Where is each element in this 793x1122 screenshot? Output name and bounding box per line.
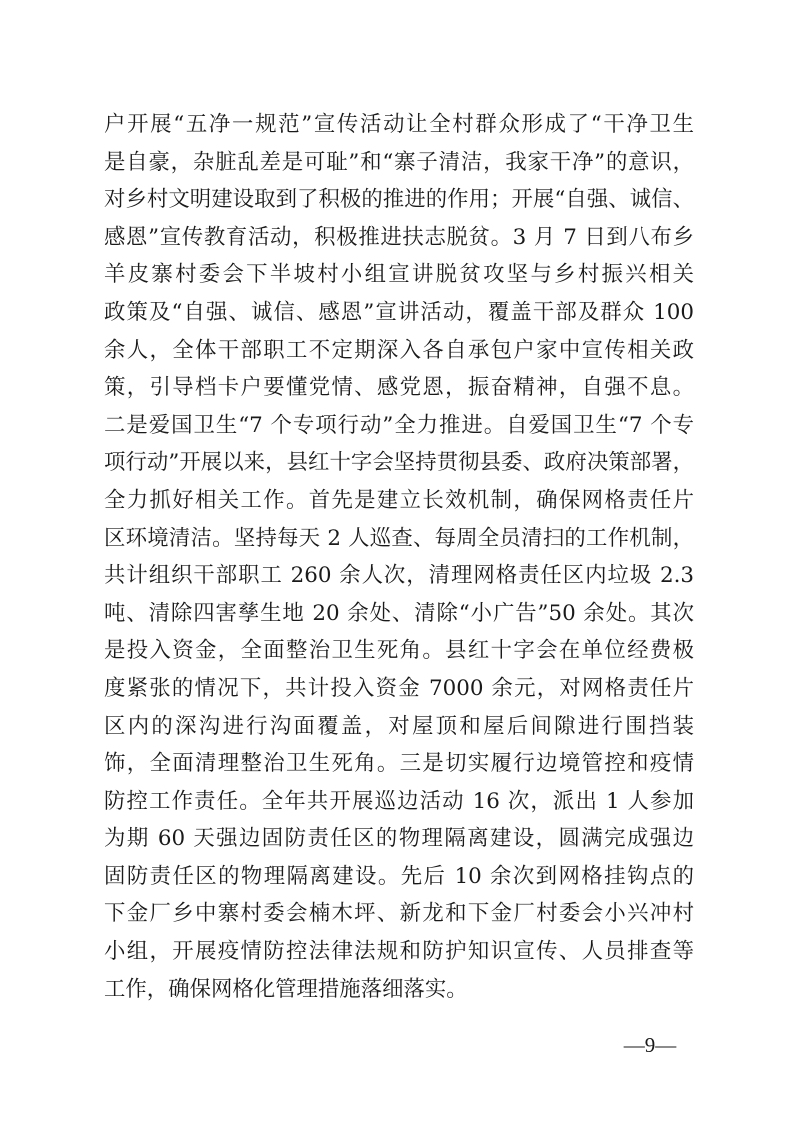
- text-line: 防控工作责任。全年共开展巡边活动 16 次，派出 1 人参加: [104, 788, 694, 814]
- text-line: 吨、清除四害孳生地 20 余处、清除“小广告”50 余处。其次: [104, 600, 694, 626]
- text-line: 对乡村文明建设取到了积极的推进的作用；开展“自强、诚信、: [104, 187, 694, 213]
- text-line: 是投入资金，全面整治卫生死角。县红十字会在单位经费极: [104, 638, 694, 664]
- text-line: 项行动”开展以来，县红十字会坚持贯彻县委、政府决策部署，: [104, 450, 694, 476]
- text-line: 政策及“自强、诚信、感恩”宣讲活动，覆盖干部及群众 100: [104, 299, 694, 325]
- text-line: 区环境清洁。坚持每天 2 人巡查、每周全员清扫的工作机制，: [104, 525, 694, 551]
- text-line: 二是爱国卫生“7 个专项行动”全力推进。自爱国卫生“7 个专: [104, 412, 694, 438]
- text-line: 下金厂乡中寨村委会楠木坪、新龙和下金厂村委会小兴冲村: [104, 901, 694, 927]
- text-line: 户开展“五净一规范”宣传活动让全村群众形成了“干净卫生: [104, 112, 694, 137]
- text-line: 共计组织干部职工 260 余人次，清理网格责任区内垃圾 2.3: [104, 563, 694, 589]
- text-line: 策，引导档卡户要懂党情、感党恩，振奋精神，自强不息。: [104, 375, 694, 401]
- text-line: 为期 60 天强边固防责任区的物理隔离建设，圆满完成强边: [104, 826, 694, 852]
- text-line: 固防责任区的物理隔离建设。先后 10 余次到网格挂钩点的: [104, 863, 694, 889]
- text-line: 度紧张的情况下，共计投入资金 7000 余元，对网格责任片: [104, 675, 694, 701]
- text-line: 小组，开展疫情防控法律法规和防护知识宣传、人员排查等: [104, 939, 694, 965]
- text-line: 区内的深沟进行沟面覆盖，对屋顶和屋后间隙进行围挡装: [104, 713, 694, 739]
- body-text: [104, 106, 694, 1008]
- text-line: 羊皮寨村委会下半坡村小组宣讲脱贫攻坚与乡村振兴相关: [104, 262, 694, 288]
- text-line: 是自豪，杂脏乱差是可耻”和“寨子清洁，我家干净”的意识，: [104, 149, 694, 175]
- text-line: 饰，全面清理整治卫生死角。三是切实履行边境管控和疫情: [104, 751, 694, 777]
- text-line: 工作，确保网格化管理措施落细落实。: [104, 976, 468, 1002]
- text-line: 全力抓好相关工作。首先是建立长效机制，确保网格责任片: [104, 487, 694, 513]
- text-line: 余人，全体干部职工不定期深入各自承包户家中宣传相关政: [104, 337, 694, 363]
- page-number: —9—: [623, 1033, 677, 1057]
- text-line: 感恩”宣传教育活动，积极推进扶志脱贫。3 月 7 日到八布乡: [104, 224, 694, 250]
